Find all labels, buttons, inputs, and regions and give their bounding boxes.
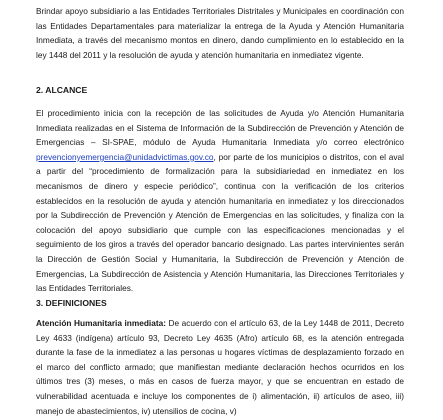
section-heading-definiciones: 3. DEFINICIONES — [36, 298, 107, 308]
intro-paragraph: Brindar apoyo subsidiario a las Entidades Territoriales Distritales y Municipales en coordinación con las Entidades Departamentales para materializar la entrega de la Ayuda y Atención Humanitaria Inmediata, a través del mecanismo montos en dinero, dando cumplimiento en lo establecido en la ley 1448 del 2011 y la resolución de ayuda y atención humanitaria en inmediatez vigente. — [36, 6, 404, 60]
alcance-text-start: El procedimiento inicia con la recepción de las solicitudes de Ayuda y/o Atención Humanitaria Inmediata realizadas en el Sistema de Información de la Subdirección de Prevención y Atención de Emergencias – SI-SPAE, módulo de Ayuda Humanitaria Inmediata y/o correo electrónico — [36, 108, 404, 148]
alcance-text-end: , por parte de los municipios o distritos, con el aval a partir del “procedimiento de formalización para la subsidiariedad en inmediatez en los mecanismos de dinero y especie periódico”, continua con la verificación de los criterios establecidos en la resolución de ayuda y atención humanitaria en inmediatez y los direccionados por la Subdirección de Prevención y Atención de Emergencias en las solicitudes, y finaliza con la colocación del apoyo subsidiario que cumple con las especificaciones mencionadas y el seguimiento de los giros a través del operador bancario designado. Las partes intervinientes serán la Dirección de Gestión Social y Humanitaria, la Subdirección de Prevención y Atención de Emergencias, La Subdirección de Asistencia y Atención Humanitaria, las Direcciones Territoriales y las Entidades Territoriales. — [36, 151, 404, 294]
alcance-paragraph — [36, 106, 404, 296]
definition-text: De acuerdo con el artículo 63, de la Ley 1448 de 2011, Decreto Ley 4633 (indígena) artículo 93, Decreto Ley 4635 (Afro) artículo 68, es la atención entregada durante la fase de la inmediatez a las personas u hogares víctimas de desplazamiento forzado en el marco del conflicto armado; que manifiestan mediante declaración hechos ocurridos en los últimos tres (3) meses, o más en casos de fuerza mayor, y que se encuentran en estado de vulnerabilidad acentuada e incluye los componentes de i) alimentación, ii) artículos de aseo, iii) manejo de abastecimientos, iv) utensilios de cocina, v) — [36, 318, 404, 416]
section-heading-alcance: 2. ALCANCE — [36, 85, 88, 95]
email-link[interactable]: prevencionyemergencia@unidadvictimas.gov.co — [36, 151, 214, 162]
definition-term: Atención Humanitaria inmediata: — [36, 318, 166, 328]
definition-paragraph — [36, 316, 404, 418]
